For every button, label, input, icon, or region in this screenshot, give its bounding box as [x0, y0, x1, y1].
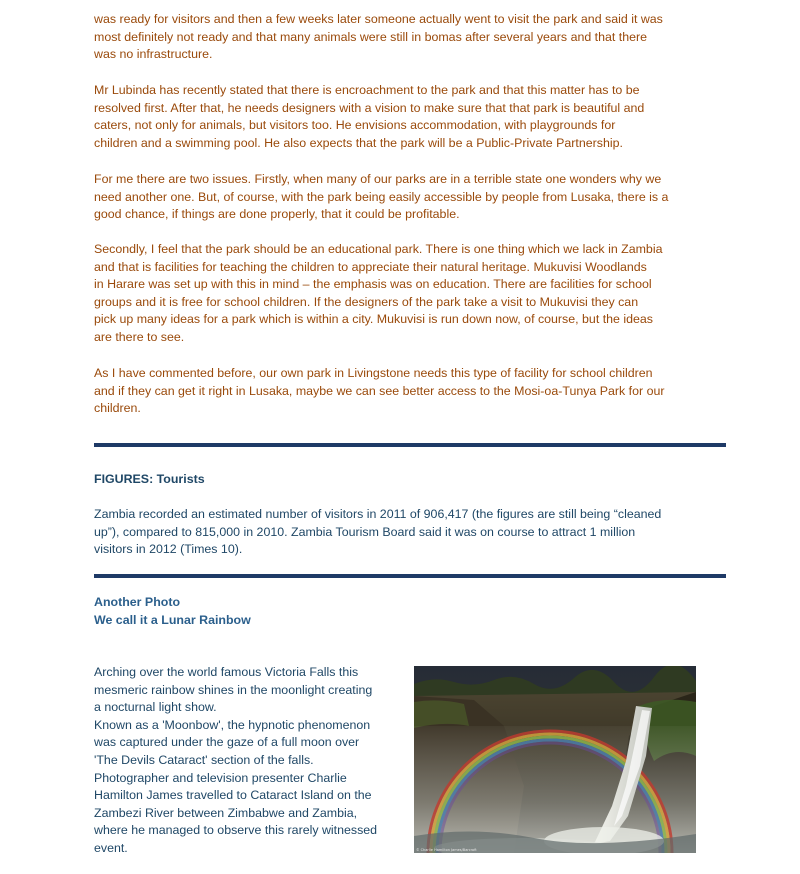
paragraph-1 — [94, 11, 726, 64]
caption-line: Photographer and television presenter Charlie — [94, 770, 347, 785]
paragraph-5 — [94, 365, 726, 418]
text-line: Mr Lubinda has recently stated that there is encroachment to the park and that this matter has to be — [94, 83, 640, 97]
text-line: and that is facilities for teaching the children to appreciate their natural heritage. Mukuvisi Woodlands — [94, 259, 647, 274]
text-line: Secondly, I feel that the park should be an educational park. There is one thing which we lack in Zambia — [94, 242, 663, 256]
text-line: was no infrastructure. — [94, 47, 213, 62]
text-line: Zambia recorded an estimated number of visitors in 2011 of 906,417 (the figures are still being “cleaned — [94, 507, 662, 521]
text-line: children. — [94, 401, 141, 416]
heading-line: We call it a Lunar Rainbow — [94, 612, 251, 627]
text-line: visitors in 2012 (Times 10). — [94, 542, 243, 557]
text-line: was ready for visitors and then a few weeks later someone actually went to visit the park and said it was — [94, 12, 663, 26]
text-line: groups and it is free for school children. If the designers of the park take a visit to Mukuvisi they can — [94, 294, 639, 309]
figures-paragraph — [94, 506, 726, 559]
photo-image — [414, 666, 696, 853]
caption-line: Zambezi River between Zimbabwe and Zambia, — [94, 805, 358, 820]
photo-heading — [94, 594, 726, 629]
caption-line: 'The Devils Cataract' section of the falls. — [94, 752, 314, 767]
article-paragraph-2 — [94, 82, 726, 152]
article-paragraph-3 — [94, 171, 726, 224]
caption-line: was captured under the gaze of a full moon over — [94, 735, 360, 750]
paragraph-4 — [94, 241, 726, 347]
text-line: most definitely not ready and that many animals were still in bomas after several years and that there — [94, 29, 648, 44]
caption-line: mesmeric rainbow shines in the moonlight creating — [94, 682, 373, 697]
section-divider — [94, 574, 726, 578]
figures-section — [94, 471, 726, 489]
text-line: caters, not only for animals, but visitors too. He envisions accommodation, with playgrounds for — [94, 118, 616, 133]
text-line: in Harare was set up with this in mind – the emphasis was on education. There are facilities for school — [94, 277, 652, 292]
caption-line: Known as a 'Moonbow', the hypnotic phenomenon — [94, 717, 371, 732]
caption-line: event. — [94, 840, 128, 855]
text-line: pick up many ideas for a park which is within a city. Mukuvisi is run down now, of course, but the ideas — [94, 312, 653, 327]
text-line: are there to see. — [94, 329, 185, 344]
text-line: children and a swimming pool. He also expects that the park will be a Public-Private Partnership. — [94, 135, 623, 150]
caption-line: a nocturnal light show. — [94, 700, 217, 715]
paragraph-3 — [94, 171, 726, 224]
text-line: As I have commented before, our own park in Livingstone needs this type of facility for school children — [94, 366, 653, 380]
caption-paragraph — [94, 664, 404, 858]
lunar-rainbow-photo — [414, 666, 696, 853]
article-paragraph-4 — [94, 241, 726, 347]
text-line: resolved first. After that, he needs designers with a vision to make sure that that park is beautiful and — [94, 100, 645, 115]
text-line: good chance, if things are done properly, that it could be profitable. — [94, 207, 460, 222]
text-line: up”), compared to 815,000 in 2010. Zambia Tourism Board said it was on course to attract 1 million — [94, 524, 636, 539]
photo-caption — [94, 664, 404, 858]
caption-line: Arching over the world famous Victoria Falls this — [94, 665, 359, 679]
text-line: and if they can get it right in Lusaka, maybe we can see better access to the Mosi-oa-Tunya Park for our — [94, 383, 665, 398]
caption-line: Hamilton James travelled to Cataract Island on the — [94, 788, 372, 803]
caption-line: where he managed to observe this rarely witnessed — [94, 823, 378, 838]
photo-section-heading — [94, 594, 726, 629]
text-line: For me there are two issues. Firstly, when many of our parks are in a terrible state one wonders why we — [94, 172, 662, 186]
figures-text — [94, 506, 726, 559]
text-line: need another one. But, of course, with the park being easily accessible by people from Lusaka, there is a — [94, 189, 669, 204]
article-paragraph-5 — [94, 365, 726, 418]
figures-heading: FIGURES: Tourists — [94, 472, 205, 486]
paragraph-2 — [94, 82, 726, 152]
heading-line: Another Photo — [94, 595, 181, 609]
article-body — [94, 11, 726, 64]
section-divider — [94, 443, 726, 447]
photo-credit: © Charlie Hamilton James/Barcroft — [416, 848, 477, 852]
